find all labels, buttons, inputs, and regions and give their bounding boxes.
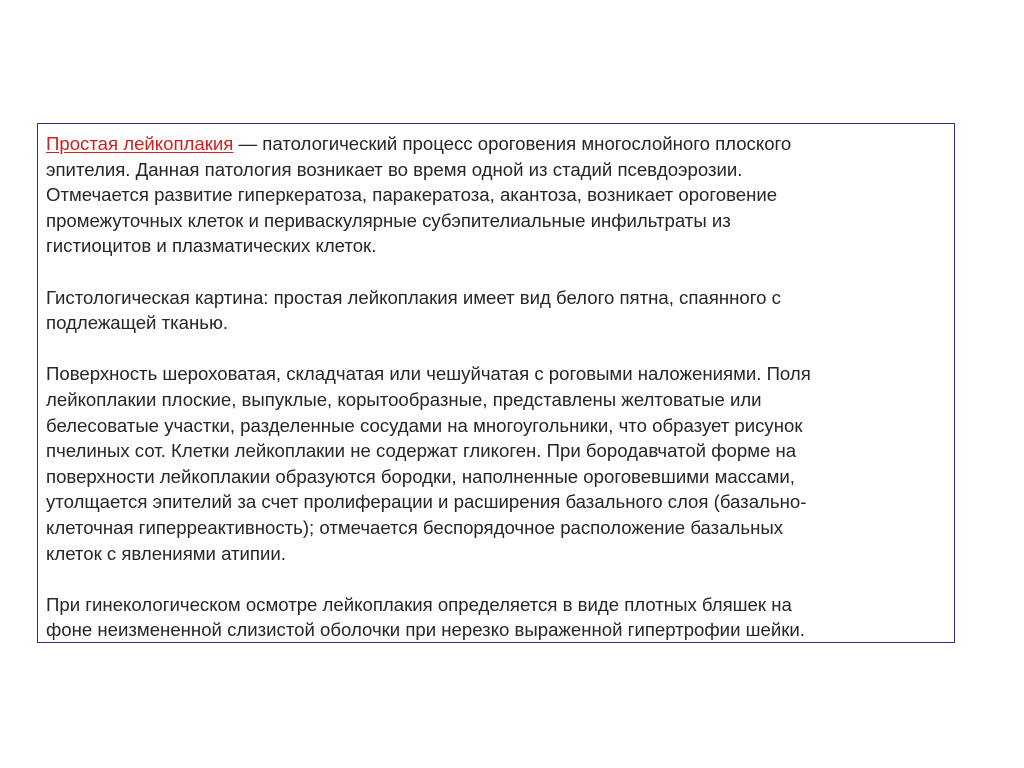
paragraph-histology: Гистологическая картина: простая лейкоплакия имеет вид белого пятна, спаянного с подлежащей тканью. (46, 286, 781, 334)
term-simple-leukoplakia: Простая лейкоплакия (46, 133, 234, 154)
paragraph-gynecological-exam: При гинекологическом осмотре лейкоплакия определяется в виде плотных бляшек на фоне неизмененной слизистой оболочки при нерезко выраженной гипертрофии шейки. (46, 593, 805, 641)
paragraph-definition (46, 131, 946, 259)
paragraph-surface: Поверхность шероховатая, складчатая или чешуйчатая с роговыми наложениями. Поля лейкоплакии плоские, выпуклые, корытообразные, представлены желтоватые или белесоватые участки, разделенные сосудами на многоугольники, что образует рисунок пчелиных сот. Клетки лейкоплакии не содержат гликоген. При бородавчатой форме на поверхности лейкоплакии образуются бородки, наполненные ороговевшими массами, утолщается эпителий за счет пролиферации и расширения базального слоя (базально- клеточная гиперреактивность); отмечается беспорядочное расположение базальных клеток с явлениями атипии. (46, 363, 811, 564)
definition-text: — патологический процесс ороговения многослойного плоского эпителия. Данная патология возникает во время одной из стадий псевдоэрозии. Отмечается развитие гиперкератоза, паракератоза, акантоза, возникает ороговение промежуточных клеток и периваскулярные субэпителиальные инфильтраты из гистиоцитов и плазматических клеток. (46, 133, 792, 257)
text-box (37, 123, 955, 643)
